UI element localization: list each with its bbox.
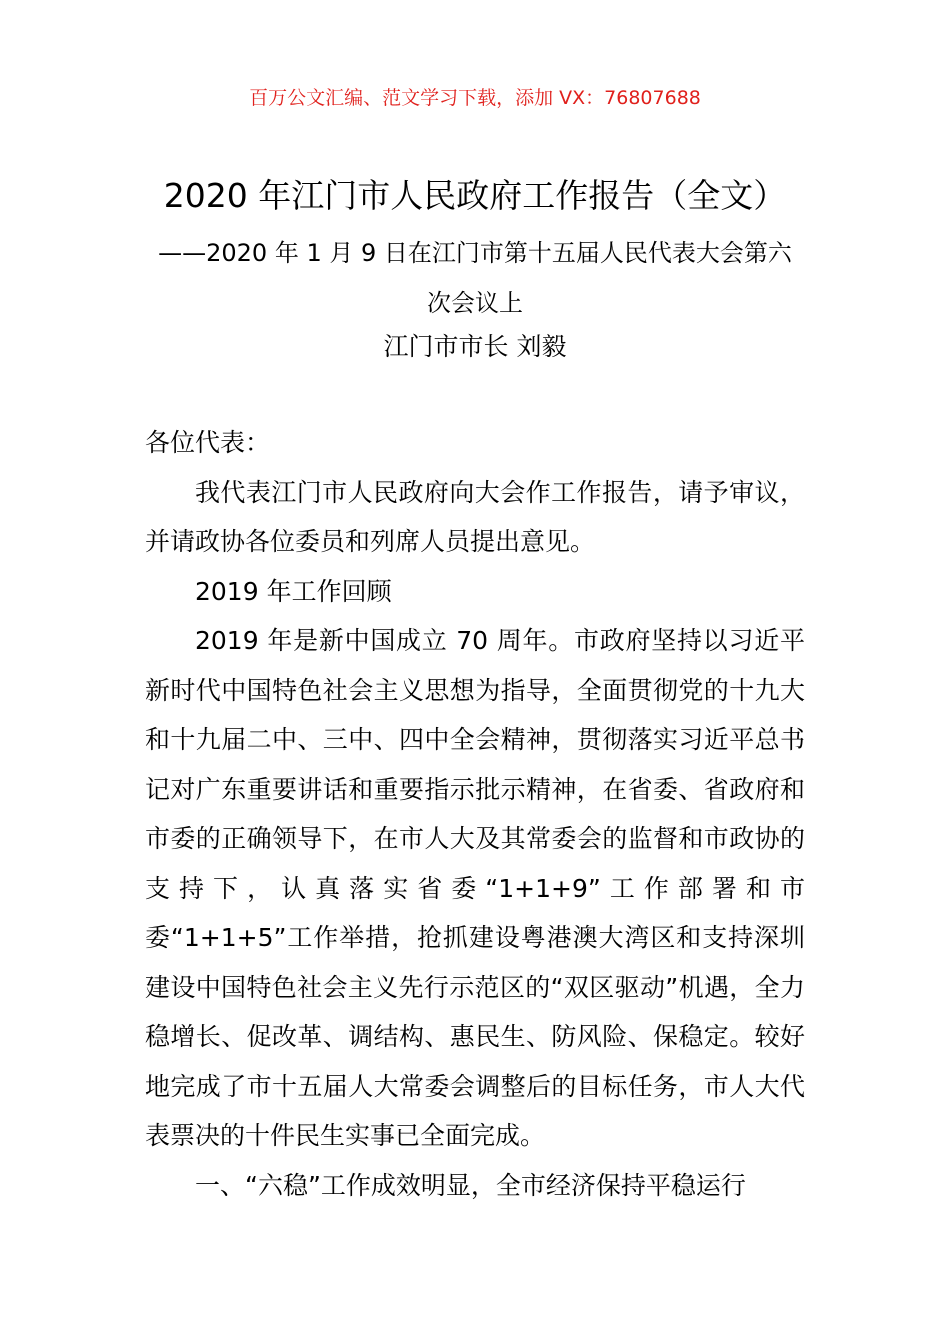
salutation: 各位代表： — [145, 428, 271, 457]
paragraph-review: 2019 年是新中国成立 70 周年。市政府坚持以习近平新时代中国特色社会主义思想为指导，全面贯彻党的十九大和十九届二中、三中、四中全会精神，贯彻落实习近平总书记对广东重要讲话和重要指示批示精神，在省委、省政府和市委的正确领导下，在市人大及其常委会的监督和市政协的支持下，认真落实省委“1+1+9”工作部署和市委“1+1+5”工作举措，抢抓建设粤港澳大湾区和支持深圳建设中国特色社会主义先行示范区的“双区驱动”机遇，全力稳增长、促改革、调结构、惠民生、防风险、保稳定。较好地完成了市十五届人大常委会调整后的目标任务，市人大代表票决的十件民生实事已全面完成。 — [145, 626, 805, 1150]
document-author: 江门市市长 刘毅 — [383, 332, 567, 361]
document-title: 2020 年江门市人民政府工作报告（全文） — [163, 176, 787, 215]
paragraph-intro: 我代表江门市人民政府向大会作工作报告，请予审议，并请政协各位委员和列席人员提出意见。 — [145, 477, 805, 556]
section-heading-review: 2019 年工作回顾 — [195, 576, 392, 606]
document-subtitle: ——2020 年 1 月 9 日在江门市第十五届人民代表大会第六次会议上 — [158, 239, 792, 317]
watermark-header: 百万公文汇编、范文学习下载，添加 VX：76807688 — [249, 87, 701, 109]
document-body — [145, 418, 805, 1210]
section-heading-one: 一、“六稳”工作成效明显，全市经济保持平稳运行 — [195, 1170, 746, 1200]
